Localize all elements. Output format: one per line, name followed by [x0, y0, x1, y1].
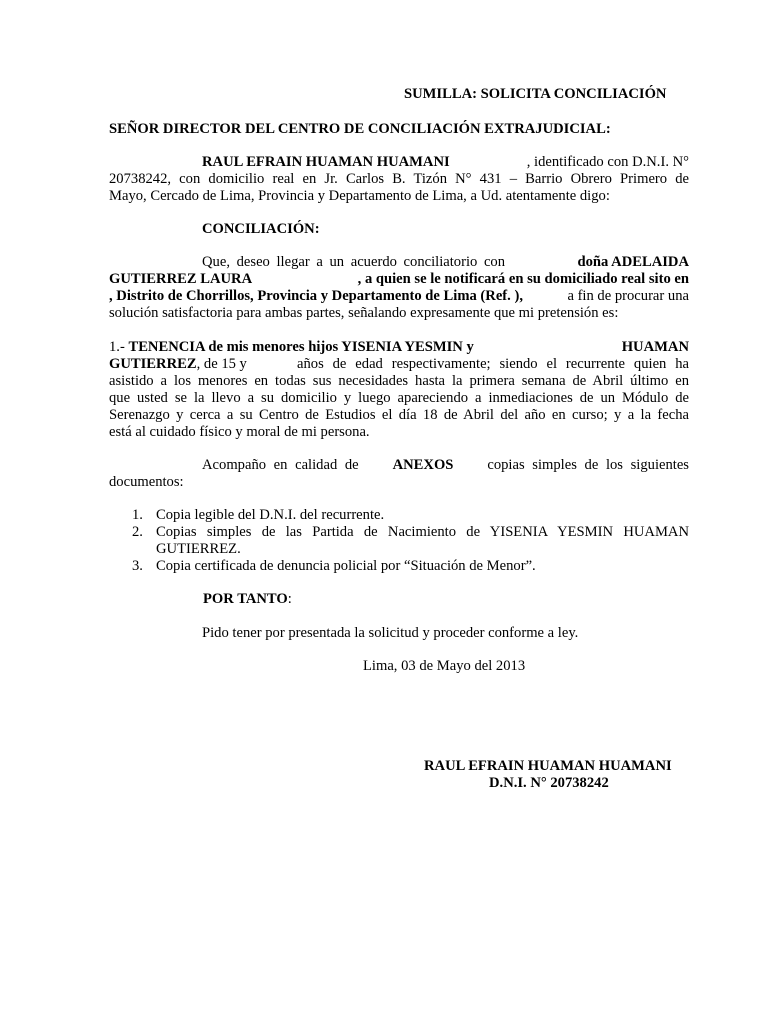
pretension-line-4: que usted se la llevo a su domicilio y luego apareciendo a inmediaciones de un Módulo de: [109, 390, 689, 406]
por-tanto-heading: [203, 591, 292, 608]
para1-line-4: solución satisfactoria para ambas partes, señalando expresamente que mi pretensión es:: [109, 305, 619, 321]
opposing-party-name: GUTIERREZ LAURA: [109, 271, 253, 287]
para1-line1-normal: Que, deseo llegar a un acuerdo conciliatorio con: [202, 254, 506, 270]
para1-line1-bold: doña ADELAIDA: [577, 254, 689, 270]
anexos-line1-rest: copias simples de los siguientes: [487, 457, 689, 473]
por-tanto-label: POR TANTO: [203, 591, 288, 607]
para1-line-2: [109, 271, 689, 288]
recipient-heading: SEÑOR DIRECTOR DEL CENTRO DE CONCILIACIÓN EXTRAJUDICIAL:: [109, 121, 611, 137]
intro-line-2: 20738242, con domicilio real en Jr. Carlos B. Tizón N° 431 – Barrio Obrero Primero de: [109, 171, 689, 187]
pretension-line-2b: [297, 356, 689, 373]
pretension-line1-bold-a: TENENCIA de mis menores hijos YISENIA YESMIN y: [128, 339, 474, 355]
anexos-line-2: documentos:: [109, 474, 184, 490]
intro-line-1: [202, 154, 689, 171]
list-item-2-text: Copias simples de las Partida de Nacimiento de YISENIA YESMIN HUAMAN: [156, 524, 689, 540]
intro-line-3: Mayo, Cercado de Lima, Provincia y Departamento de Lima, a Ud. atentamente digo:: [109, 188, 610, 204]
anexos-bold: ANEXOS: [392, 457, 454, 473]
list-item-2-number: 2.: [132, 524, 143, 540]
para1-line3-bold: , Distrito de Chorrillos, Provincia y Departamento de Lima (Ref. ),: [109, 288, 523, 304]
anexos-line1-normal: Acompaño en calidad de: [202, 457, 359, 473]
list-item-1-number: 1.: [132, 507, 143, 523]
requester-name: RAUL EFRAIN HUAMAN HUAMANI: [202, 154, 450, 170]
pretension-line-5: Serenazgo y cerca a su Centro de Estudios el día 18 de Abril del año en curso; y a la fecha: [109, 407, 689, 423]
anexos-line-1: [202, 457, 689, 474]
intro-line1-rest: , identificado con D.N.I. N°: [526, 154, 689, 170]
list-item-1-text: Copia legible del D.N.I. del recurrente.: [156, 507, 385, 523]
sumilla-heading: SUMILLA: SOLICITA CONCILIACIÓN: [404, 86, 667, 102]
pretension-line2-bold: GUTIERREZ: [109, 356, 197, 372]
pretension-line-6: está al cuidado físico y moral de mi persona.: [109, 424, 370, 440]
para1-line-3: [109, 288, 689, 305]
pretension-line1-bold-b: HUAMAN: [621, 339, 689, 355]
pretension-line2-normal-b: años de edad respectivamente; siendo el recurrente quien ha: [297, 356, 689, 372]
para1-line2-rest: , a quien se le notificará en su domiciliado real sito en: [357, 271, 689, 287]
por-tanto-colon: :: [287, 591, 292, 607]
pretension-number: 1.-: [109, 339, 129, 355]
place-date: Lima, 03 de Mayo del 2013: [363, 658, 526, 674]
list-item-3-number: 3.: [132, 558, 143, 574]
para1-line3-normal: a fin de procurar una: [567, 288, 689, 304]
list-item-3-text: Copia certificada de denuncia policial por “Situación de Menor”.: [156, 558, 536, 574]
pretension-line-1: [109, 339, 689, 356]
signature-name: RAUL EFRAIN HUAMAN HUAMANI: [424, 758, 672, 774]
signature-dni: D.N.I. N° 20738242: [489, 775, 609, 791]
request-sentence: Pido tener por presentada la solicitud y proceder conforme a ley.: [202, 625, 579, 641]
conciliacion-heading: CONCILIACIÓN:: [202, 221, 320, 237]
list-item-2-text-cont: GUTIERREZ.: [156, 541, 241, 557]
pretension-line2-normal-a: , de 15 y: [196, 356, 247, 372]
para1-line-1: [202, 254, 689, 271]
pretension-line-3: asistido a los menores en todas sus necesidades hasta la primera semana de Abril último en: [109, 373, 689, 389]
